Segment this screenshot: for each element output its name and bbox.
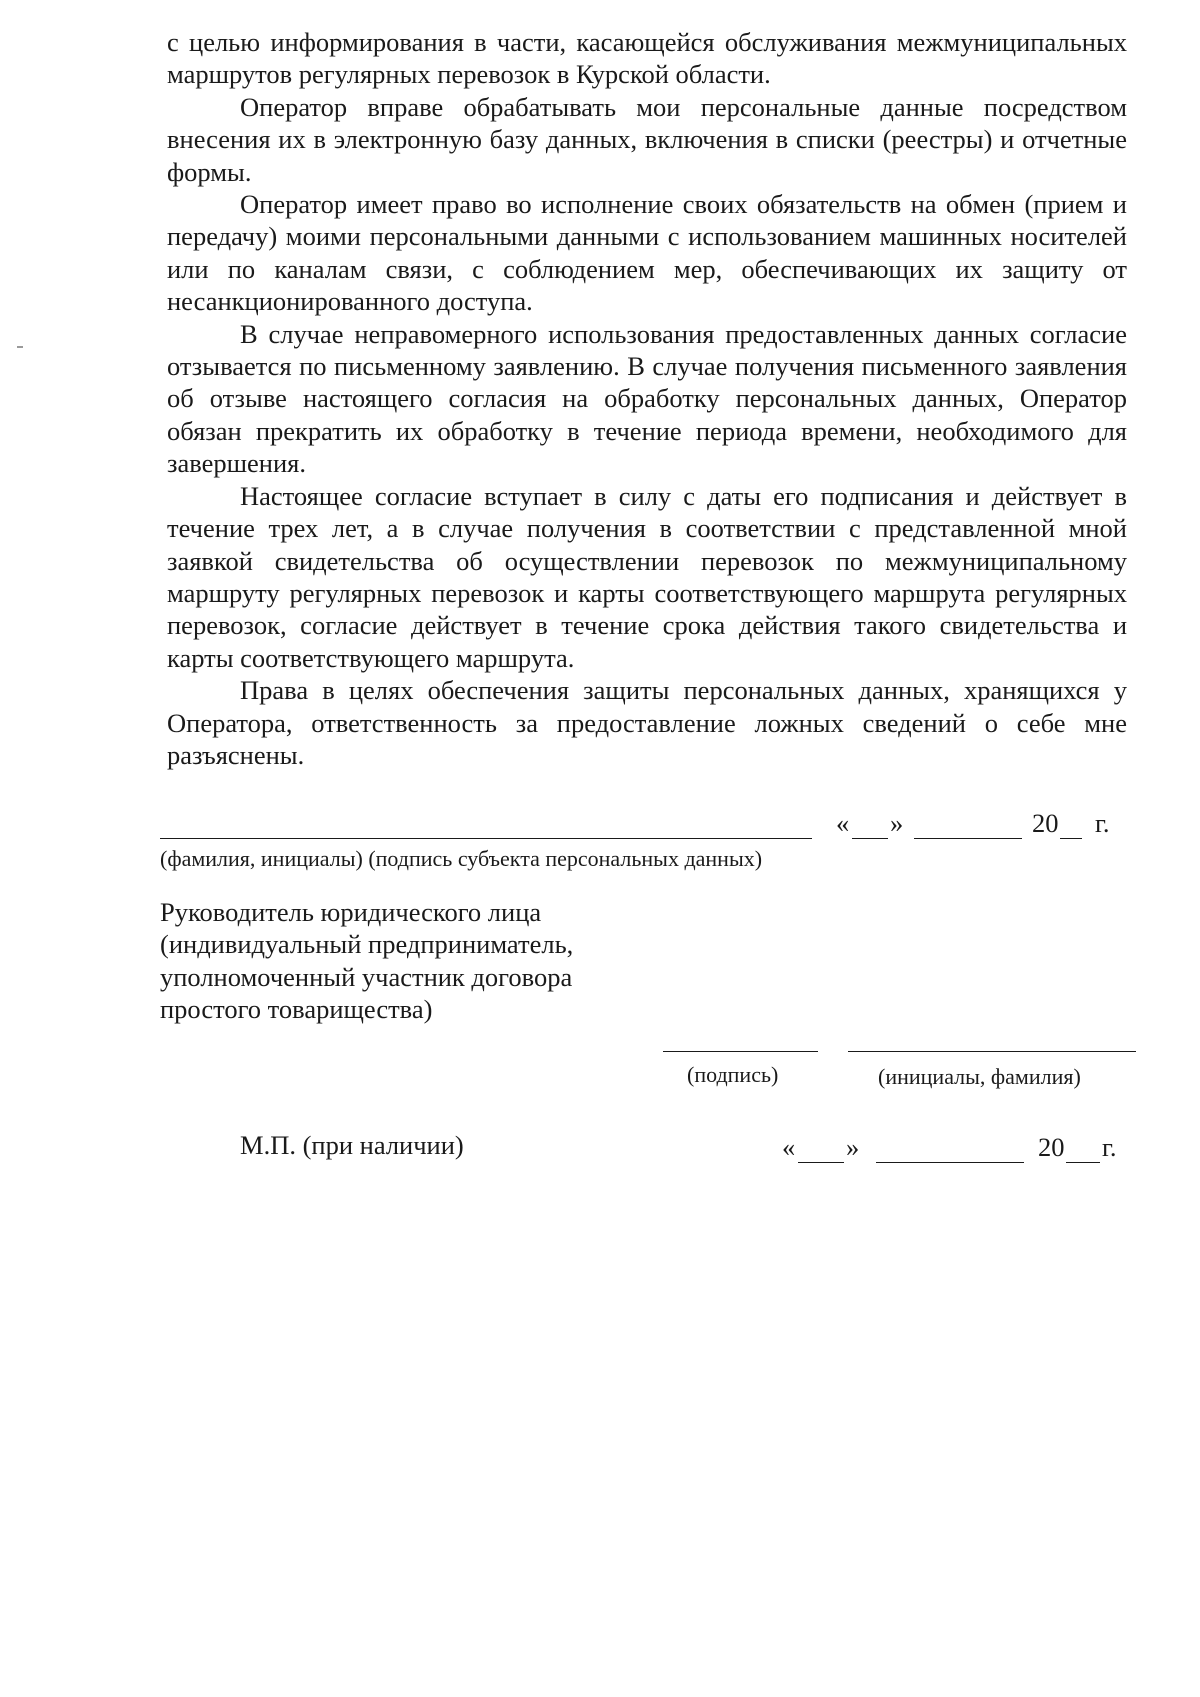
date-quote-close: » bbox=[890, 808, 904, 838]
stamp-date-year-suffix: г. bbox=[1102, 1132, 1117, 1162]
paragraph-processing-rights: Оператор вправе обрабатывать мои персональные данные посредством внесения их в электронную базу данных, включения в списки (реестры) и отчетные формы. bbox=[167, 91, 1127, 187]
stamp-date-quote-open: « bbox=[782, 1132, 796, 1162]
paragraph-validity: Настоящее согласие вступает в силу с даты его подписания и действует в течение трех лет, а в случае получения в соответствии с представленной мной заявкой свидетельства об осуществлении перевозок по межмуниципальному маршруту регулярных перевозок и карты соответствующего маршрута регулярных перевозок, согласие действует в течение срока действия такого свидетельства и карты соответствующего маршрута. bbox=[167, 480, 1127, 673]
head-name-caption: (инициалы, фамилия) bbox=[878, 1064, 1081, 1089]
head-name-line bbox=[848, 1051, 1136, 1052]
paragraph-rights-explained: Права в целях обеспечения защиты персональных данных, хранящихся у Оператора, ответственность за предоставление ложных сведений о себе мне разъяснены. bbox=[167, 675, 1127, 770]
stamp-date-year-prefix: 20 bbox=[1038, 1132, 1065, 1162]
head-block-line: (индивидуальный предприниматель, bbox=[160, 929, 574, 960]
date-year-suffix: г. bbox=[1095, 808, 1110, 838]
date-year-line bbox=[1060, 838, 1082, 839]
head-signature-caption: (подпись) bbox=[687, 1062, 779, 1087]
head-block-line: простого товарищества) bbox=[160, 994, 433, 1025]
subject-signature-row bbox=[160, 808, 1130, 848]
stamp-date-quote-close: » bbox=[846, 1132, 860, 1162]
stamp-label: М.П. (при наличии) bbox=[240, 1130, 464, 1160]
paragraph-purpose: с целью информирования в части, касающейся обслуживания межмуниципальных маршрутов регулярных перевозок в Курской области. bbox=[167, 27, 1127, 90]
date-day-line bbox=[852, 838, 888, 839]
date-month-line bbox=[914, 838, 1022, 839]
head-of-entity-block bbox=[160, 896, 680, 1026]
paragraph-data-exchange: Оператор имеет право во исполнение своих обязательств на обмен (прием и передачу) моими персональными данными с использованием машинных носителей или по каналам связи, с соблюдением мер, обеспечивающих их защиту от несанкционированного доступа. bbox=[167, 189, 1127, 317]
consent-body bbox=[167, 26, 1127, 771]
paragraph-revocation: В случае неправомерного использования предоставленных данных согласие отзывается по письменному заявлению. В случае получения письменного заявления об отзыве настоящего согласия на обработку персональных данных, Оператор обязан прекратить их обработку в течение периода времени, необходимого для завершения. bbox=[167, 318, 1127, 479]
head-signature-line bbox=[663, 1051, 818, 1052]
date-year-prefix: 20 bbox=[1032, 808, 1059, 838]
subject-signature-caption: (фамилия, инициалы) (подпись субъекта персональных данных) bbox=[160, 846, 763, 871]
subject-signature-line bbox=[160, 838, 812, 839]
stamp-date-row bbox=[160, 1132, 1130, 1172]
stamp-date-year-line bbox=[1066, 1162, 1100, 1163]
stamp-date-month-line bbox=[876, 1162, 1024, 1163]
stamp-date-day-line bbox=[798, 1162, 844, 1163]
head-block-line: уполномоченный участник договора bbox=[160, 961, 573, 992]
date-quote-open: « bbox=[836, 808, 850, 838]
scan-artifact bbox=[17, 346, 23, 348]
head-block-line: Руководитель юридического лица bbox=[160, 897, 542, 927]
